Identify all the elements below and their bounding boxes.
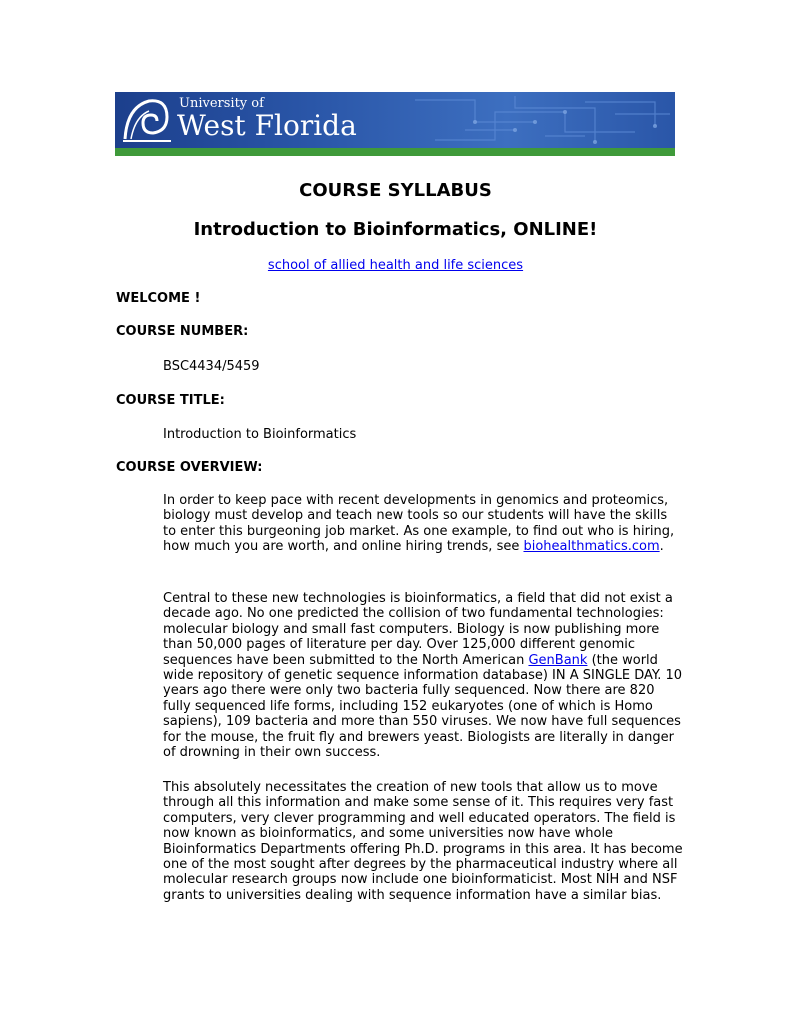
course-number-value: BSC4434/5459: [163, 359, 260, 374]
school-link-wrapper: [0, 258, 791, 273]
banner-university-of: University of: [179, 96, 264, 111]
page-subtitle: Introduction to Bioinformatics, ONLINE!: [193, 219, 598, 240]
course-number-heading: COURSE NUMBER:: [116, 324, 249, 339]
school-link[interactable]: school of allied health and life sciences: [267, 258, 524, 273]
course-overview-heading: COURSE OVERVIEW:: [116, 460, 263, 475]
banner-green-stripe: [115, 148, 675, 156]
biohealthmatics-link[interactable]: biohealthmatics.com: [523, 539, 660, 555]
overview-paragraph-2: [163, 591, 683, 760]
p2-text-b: (the world wide repository of genetic sequence information database) IN A SINGLE DAY. 10 years ago there were only two bacteria fully sequenced. Now there are 820 fully sequenced life forms, including 152 eukaryotes (one of which is Homo sapiens), 109 bacteria and more than 550 viruses. We now have full sequences for the mouse, the fruit fly and brewers yeast. Biologists are literally in danger of drowning in their own success.: [163, 652, 683, 761]
p1-text: In order to keep pace with recent developments in genomics and proteomics, biology must develop and teach new tools so our students will have the skills to enter this burgeoning job market. As one example, to find out who is hiring, how much you are worth, and online hiring trends, see: [163, 493, 675, 555]
page-title: COURSE SYLLABUS: [299, 180, 492, 201]
genbank-link[interactable]: GenBank: [528, 652, 588, 668]
course-title-heading: COURSE TITLE:: [116, 393, 225, 408]
p2-text-a: Central to these new technologies is bioinformatics, a field that did not exist a decade ago. No one predicted the collision of two fundamental technologies: molecular biology and small fast computers. Biology is now publishing more than 50,000 pages of literature per day. Over 125,000 different genomic sequences have been submitted to the North American: [163, 591, 673, 668]
nautilus-seal-icon: [121, 95, 173, 145]
course-title-value: Introduction to Bioinformatics: [163, 427, 357, 442]
overview-paragraph-3: This absolutely necessitates the creation of new tools that allow us to move through all this information and make some sense of it. This requires very fast computers, very clever programming and well educated operators. The field is now known as bioinformatics, and some universities now have whole Bioinformatics Departments offering Ph.D. programs in this area. It has become one of the most sought after degrees by the pharmaceutical industry where all molecular research groups now include one bioinformaticist. Most NIH and NSF grants to universities dealing with sequence information have a similar bias.: [163, 780, 683, 903]
welcome-heading: WELCOME !: [116, 291, 201, 306]
p1-end: .: [659, 539, 664, 555]
university-banner: [115, 92, 675, 148]
banner-west-florida: West Florida: [177, 109, 357, 142]
overview-paragraph-1: [163, 493, 683, 555]
